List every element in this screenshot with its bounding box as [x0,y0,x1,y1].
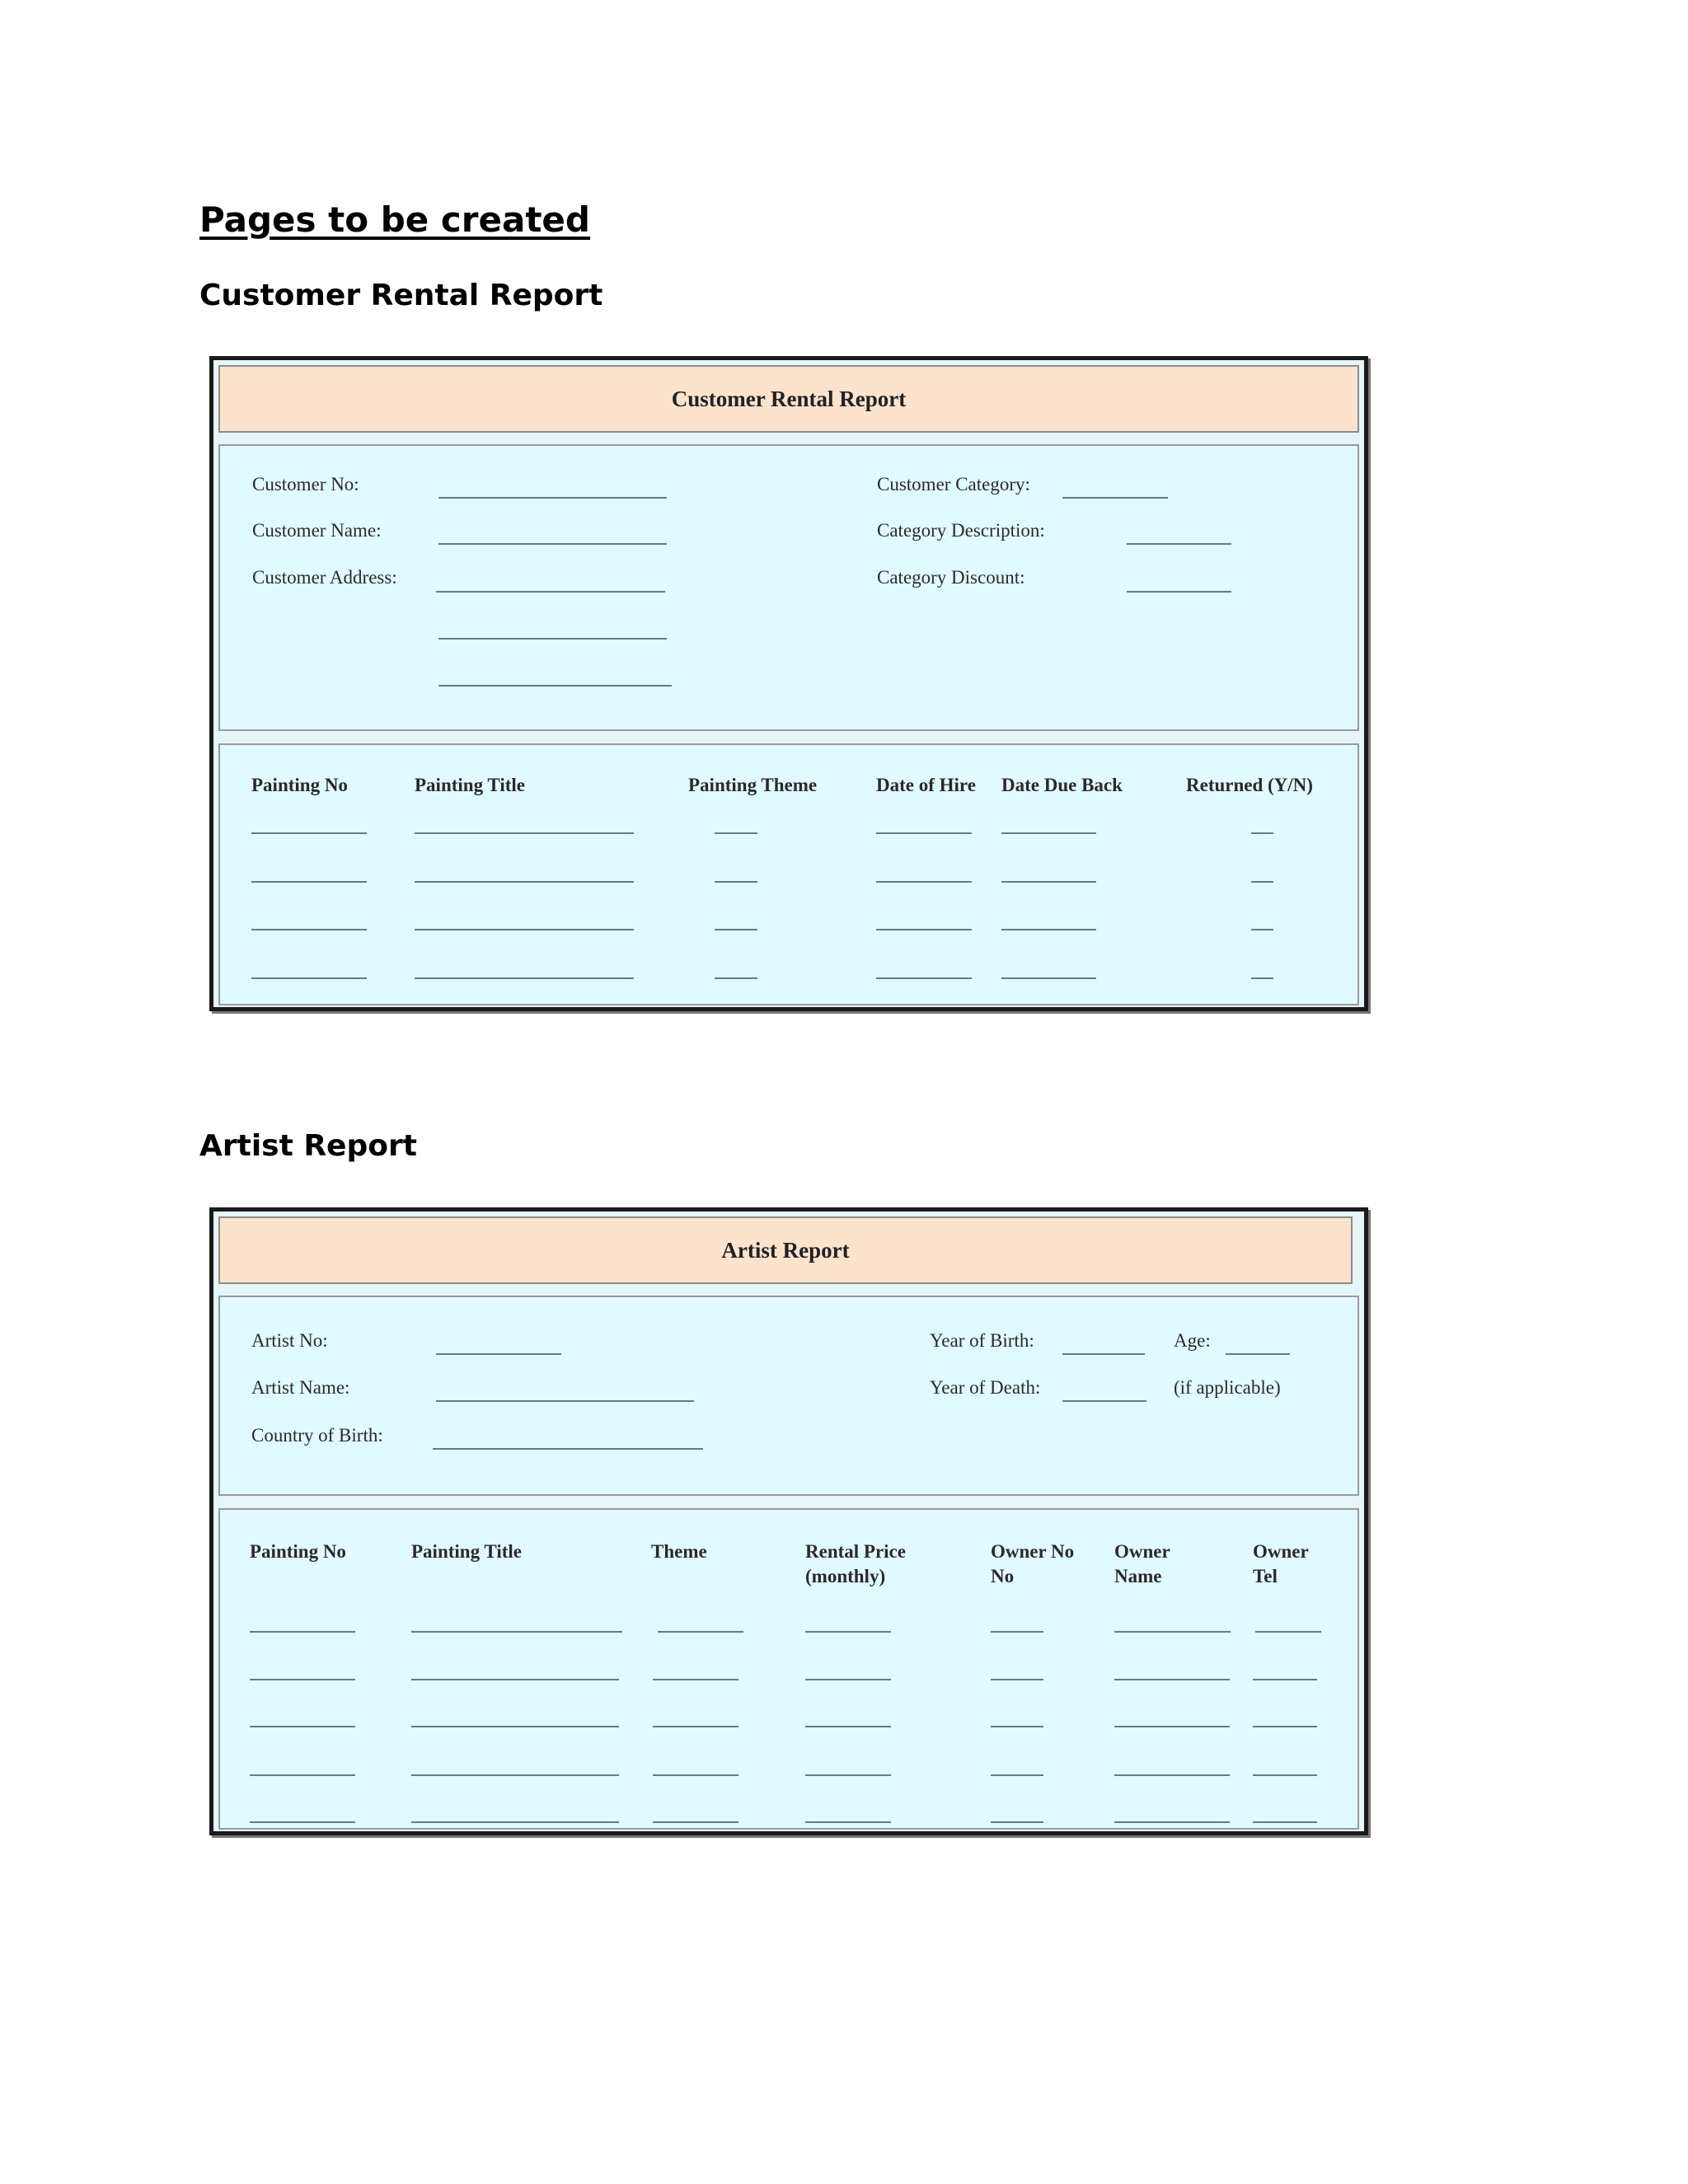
blank-line [1251,929,1273,930]
blank-line [1255,1631,1321,1633]
artist-paintings-table [218,1508,1359,1830]
blank-line [876,881,972,883]
blank-line [653,1726,738,1727]
column-header: Returned (Y/N) [1186,775,1313,795]
category-description-blank [1127,543,1231,545]
column-header: Owner No No [991,1541,1075,1586]
blank-line [250,1774,355,1776]
blank-line [805,1774,891,1776]
year-of-death-blank [1062,1400,1146,1402]
age-label: Age: [1174,1330,1211,1351]
blank-line [653,1679,738,1680]
customer-category-label: Customer Category: [877,474,1030,494]
blank-line [658,1631,743,1633]
blank-line [1253,1679,1317,1680]
category-description-label: Category Description: [877,520,1045,541]
blank-line [1251,977,1273,979]
column-header: Owner Tel [1253,1541,1309,1586]
artist-report-form [209,1207,1368,1835]
customer-address-blank [438,638,667,640]
blank-line [251,881,367,883]
customer-no-label: Customer No: [252,474,359,494]
blank-line [411,1631,622,1633]
artist-name-label: Artist Name: [251,1377,350,1398]
customer-section-title: Customer Rental Report [199,279,603,312]
customer-name-blank [438,543,667,545]
blank-line [415,977,634,979]
blank-line [1253,1774,1317,1776]
age-blank [1226,1353,1290,1355]
artist-report-header: Artist Report [218,1216,1353,1284]
blank-line [1001,929,1096,930]
blank-line [653,1821,738,1823]
blank-line [1001,881,1096,883]
blank-line [415,881,634,883]
column-header: Owner Name [1114,1541,1170,1586]
column-header: Date Due Back [1001,775,1123,795]
if-applicable-note: (if applicable) [1174,1377,1281,1398]
customer-category-blank [1062,497,1168,499]
customer-rental-report-form [209,356,1368,1011]
customer-address-label: Customer Address: [252,567,397,588]
blank-line [715,881,757,883]
blank-line [1251,881,1273,883]
blank-line [991,1726,1043,1727]
artist-name-blank [436,1400,694,1402]
customer-details-panel [218,444,1359,731]
column-header: Rental Price (monthly) [805,1541,906,1586]
blank-line [991,1774,1043,1776]
category-discount-blank [1127,591,1231,593]
column-header: Painting No [250,1541,346,1562]
blank-line [411,1821,619,1823]
blank-line [1114,1679,1230,1680]
year-of-death-label: Year of Death: [930,1377,1041,1398]
blank-line [1001,832,1096,834]
artist-section-title: Artist Report [199,1129,417,1163]
artist-details-panel [218,1296,1359,1496]
blank-line [1253,1726,1317,1727]
blank-line [251,832,367,834]
blank-line [715,929,757,930]
customer-address-blank [436,591,665,593]
blank-line [251,977,367,979]
customer-no-blank [438,497,667,499]
blank-line [1251,832,1273,834]
country-of-birth-blank [433,1448,703,1450]
artist-no-blank [436,1353,561,1355]
blank-line [1001,977,1096,979]
blank-line [250,1821,355,1823]
blank-line [415,929,634,930]
blank-line [805,1679,891,1680]
column-header: Date of Hire [876,775,976,795]
customer-address-blank [438,685,672,687]
blank-line [991,1679,1043,1680]
page-heading: Pages to be created [199,199,590,240]
blank-line [1114,1631,1231,1633]
blank-line [805,1631,891,1633]
blank-line [805,1726,891,1727]
blank-line [1253,1821,1317,1823]
blank-line [1114,1774,1230,1776]
customer-rentals-table [218,743,1359,1005]
column-header: Painting Theme [688,775,818,795]
blank-line [251,929,367,930]
blank-line [653,1774,738,1776]
column-header: Painting Title [415,775,525,795]
blank-line [250,1726,355,1727]
customer-name-label: Customer Name: [252,520,382,541]
year-of-birth-blank [1062,1353,1145,1355]
blank-line [805,1821,891,1823]
blank-line [411,1726,619,1727]
blank-line [1114,1821,1230,1823]
blank-line [715,832,757,834]
blank-line [876,929,972,930]
blank-line [250,1679,355,1680]
column-header: Theme [651,1541,707,1562]
blank-line [991,1821,1043,1823]
year-of-birth-label: Year of Birth: [930,1330,1034,1351]
artist-no-label: Artist No: [251,1330,328,1351]
customer-report-header: Customer Rental Report [218,365,1359,433]
column-header: Painting Title [411,1541,522,1562]
category-discount-label: Category Discount: [877,567,1025,588]
country-of-birth-label: Country of Birth: [251,1425,383,1446]
blank-line [415,832,634,834]
blank-line [715,977,757,979]
blank-line [411,1774,619,1776]
blank-line [991,1631,1043,1633]
blank-line [250,1631,355,1633]
column-header: Painting No [251,775,348,795]
blank-line [876,832,972,834]
blank-line [876,977,972,979]
blank-line [411,1679,619,1680]
blank-line [1114,1726,1230,1727]
